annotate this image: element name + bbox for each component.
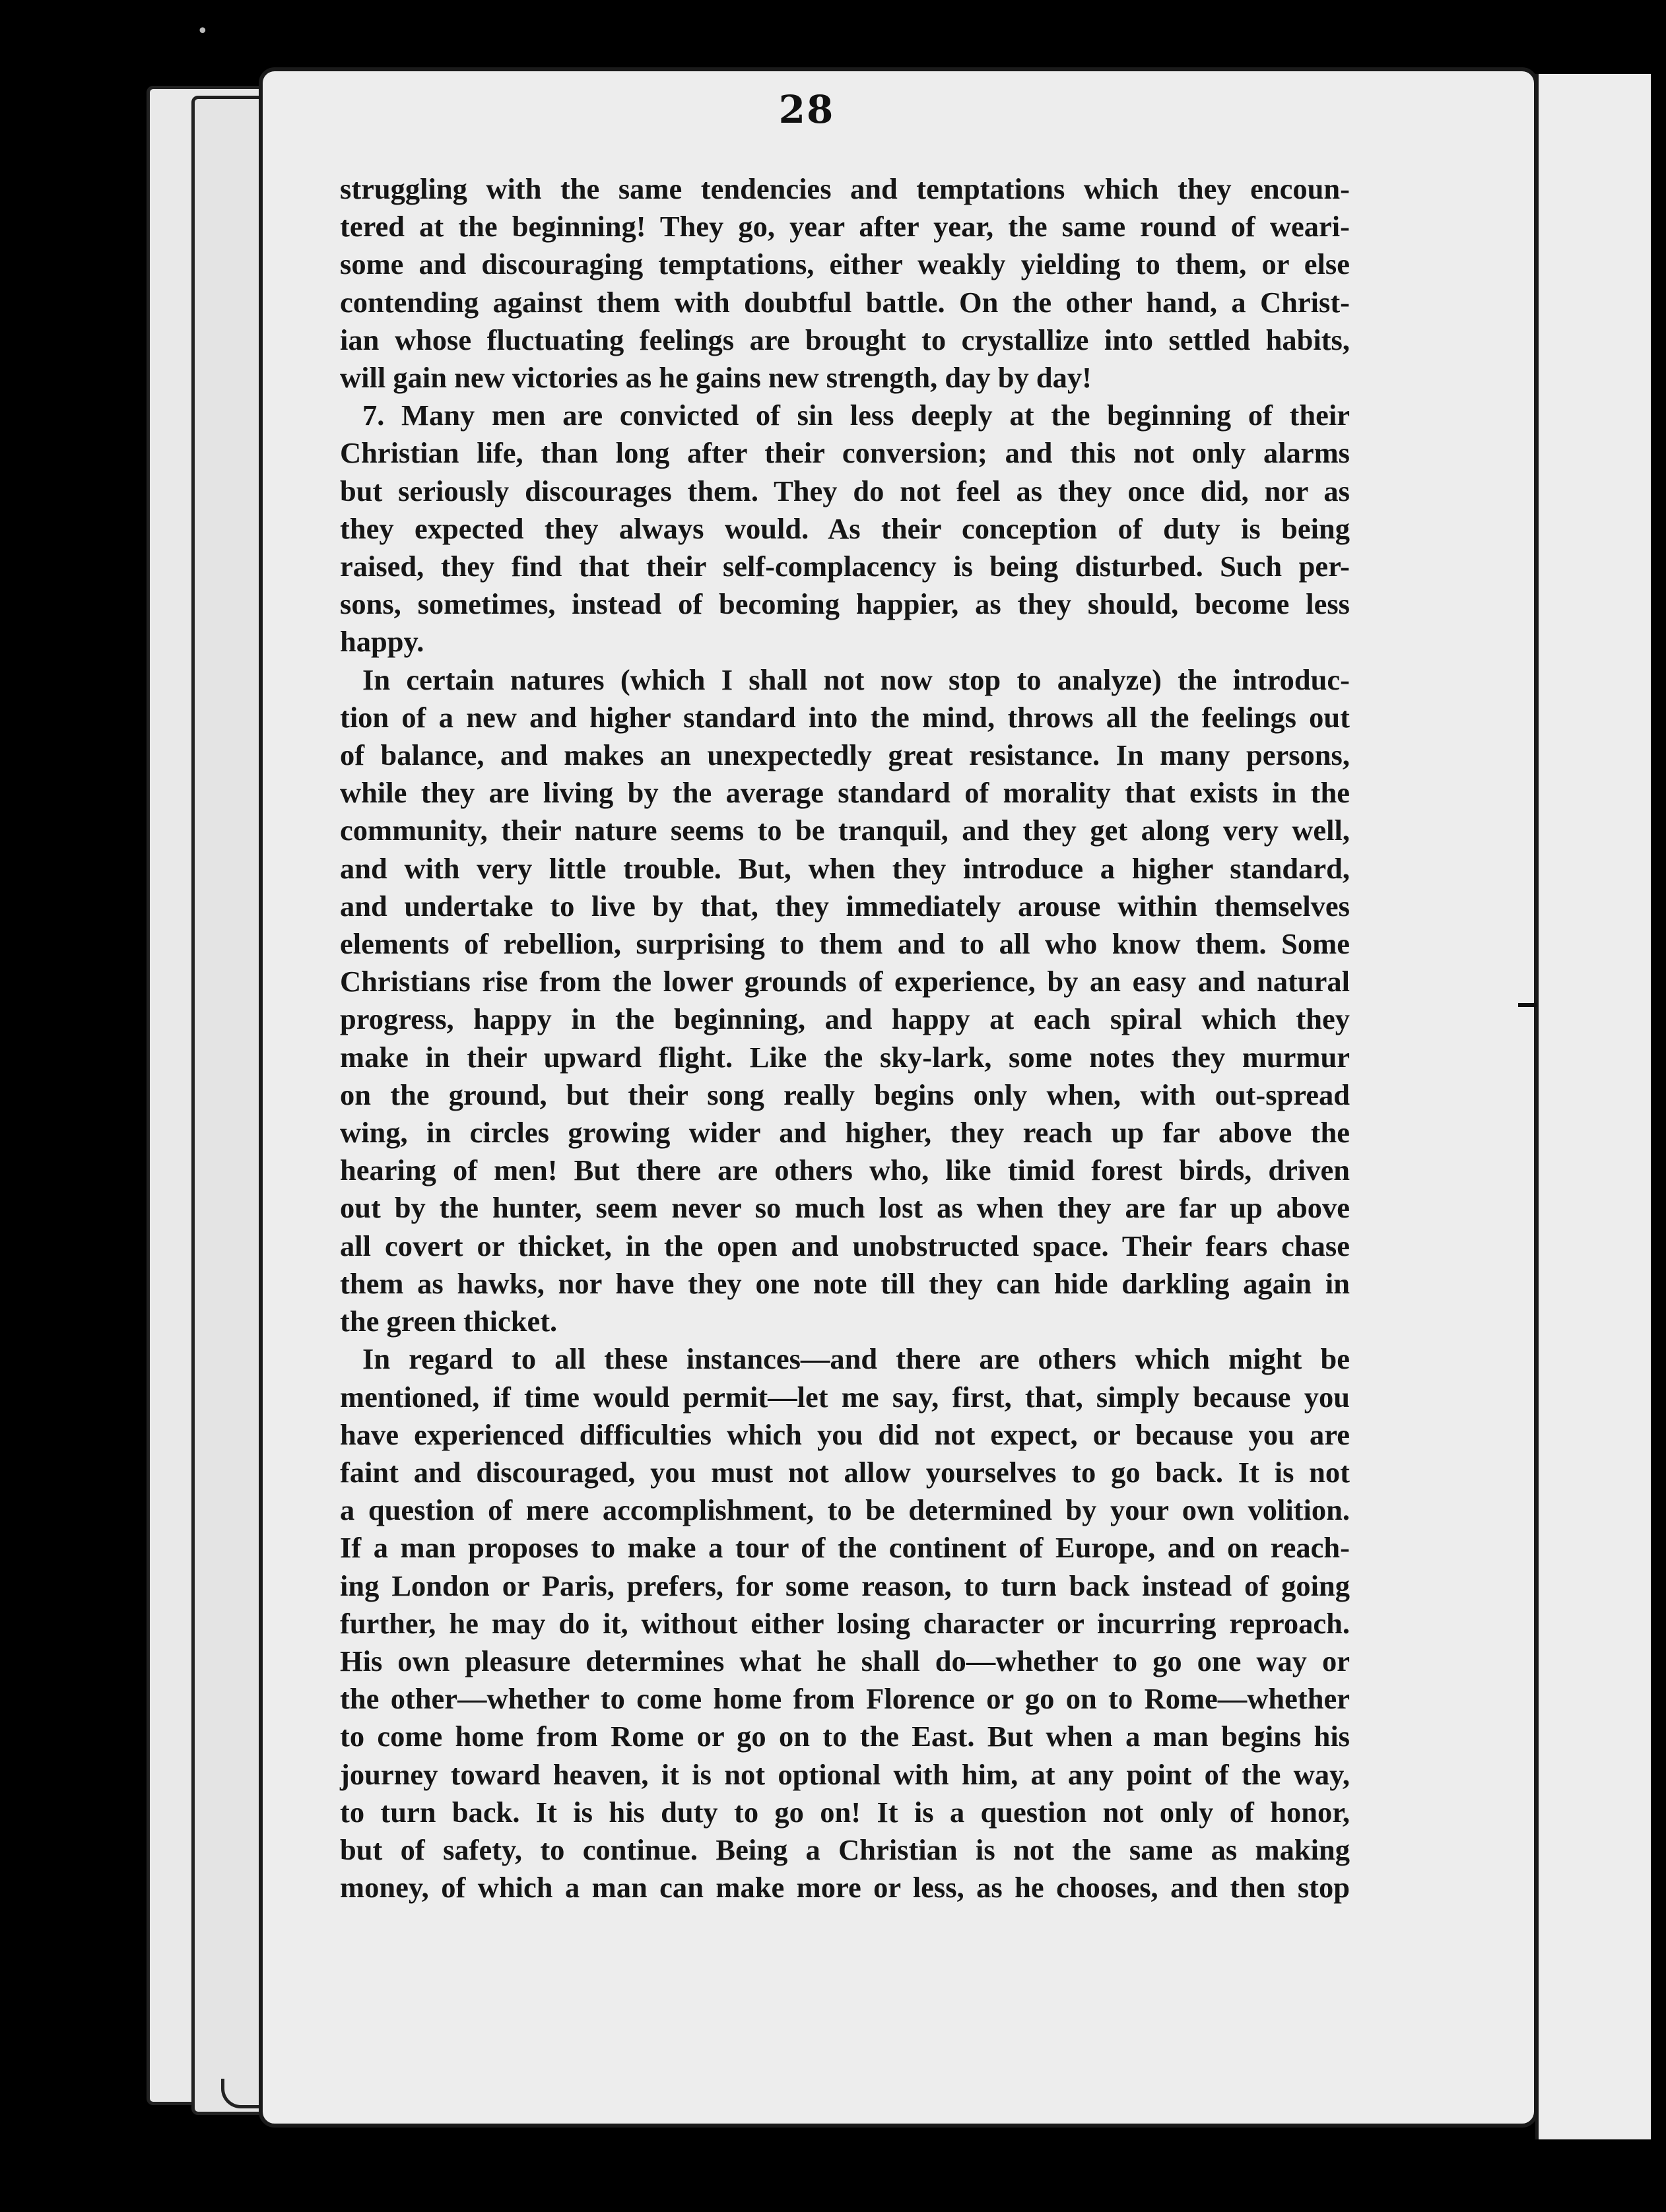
text-line: them as hawks, nor have they one note till they can hide darkling again in: [340, 1266, 1350, 1300]
text-line: struggling with the same tendencies and temptations which they encoun-: [340, 172, 1350, 205]
text-line: In certain natures (which I shall not now stop to analyze) the introduc-: [362, 663, 1350, 696]
text-line: His own pleasure determines what he shall do—whether to go one way or: [340, 1644, 1350, 1677]
text-line: wing, in circles growing wider and higher, they reach up far above the: [340, 1116, 1350, 1150]
text-line: some and discouraging temptations, either weakly yielding to them, or else: [340, 247, 1350, 281]
text-line: contending against them with doubtful battle. On the other hand, a Christ-: [340, 285, 1350, 319]
facing-page: [1535, 74, 1651, 2139]
text-line: have experienced difficulties which you did not expect, or because you are: [340, 1417, 1350, 1451]
paragraph: [340, 661, 1350, 1341]
text-line: Christian life, than long after their conversion; and this not only alarms: [340, 436, 1350, 470]
paragraph: [340, 397, 1350, 661]
text-line: but seriously discourages them. They do not feel as they once did, nor as: [340, 474, 1350, 507]
page-number: 28: [778, 87, 835, 132]
text-line: but of safety, to continue. Being a Christian is not the same as making: [340, 1833, 1350, 1866]
text-line: on the ground, but their song really begins only when, with out-spread: [340, 1078, 1350, 1111]
text-line: the green thicket.: [340, 1305, 558, 1338]
text-line: hearing of men! But there are others who, like timid forest birds, driven: [340, 1154, 1350, 1187]
text-line: a question of mere accomplishment, to be determined by your own volition.: [340, 1493, 1350, 1527]
text-line: to turn back. It is his duty to go on! It is a question not only of honor,: [340, 1795, 1350, 1829]
text-line: to come home from Rome or go on to the East. But when a man begins his: [340, 1720, 1350, 1753]
text-line: all covert or thicket, in the open and unobstructed space. Their fears chase: [340, 1229, 1350, 1262]
text-line: ian whose fluctuating feelings are brought to crystallize into settled habits,: [340, 323, 1350, 356]
text-line: progress, happy in the beginning, and happy at each spiral which they: [340, 1002, 1350, 1036]
text-line: ing London or Paris, prefers, for some reason, to turn back instead of going: [340, 1569, 1350, 1602]
text-line: Christians rise from the lower grounds of experience, by an easy and natural: [340, 965, 1350, 998]
paragraph: [340, 1340, 1350, 1906]
text-line: make in their upward flight. Like the sky-lark, some notes they murmur: [340, 1040, 1350, 1074]
text-line: will gain new victories as he gains new strength, day by day!: [340, 361, 1092, 395]
facing-page-mark: [1518, 1003, 1537, 1007]
text-line: further, he may do it, without either losing character or incurring reproach.: [340, 1606, 1350, 1640]
text-line: they expected they always would. As their conception of duty is being: [340, 511, 1350, 545]
text-line: In regard to all these instances—and there are others which might be: [362, 1342, 1350, 1376]
text-line: sons, sometimes, instead of becoming happier, as they should, become less: [340, 587, 1350, 621]
paragraph: [340, 170, 1350, 397]
text-line: elements of rebellion, surprising to them and to all who know them. Some: [340, 927, 1350, 961]
text-line: journey toward heaven, it is not optional with him, at any point of the way,: [340, 1757, 1350, 1791]
text-line: money, of which a man can make more or less, as he chooses, and then stop: [340, 1871, 1350, 1904]
text-line: If a man proposes to make a tour of the continent of Europe, and on reach-: [340, 1531, 1350, 1565]
text-line: and with very little trouble. But, when they introduce a higher standard,: [340, 851, 1350, 885]
text-line: happy.: [340, 625, 424, 659]
body-text: [340, 170, 1350, 1906]
text-line: mentioned, if time would permit—let me say, first, that, simply because you: [340, 1380, 1350, 1414]
text-line: while they are living by the average standard of morality that exists in the: [340, 776, 1350, 810]
text-line: tered at the beginning! They go, year after year, the same round of weari-: [340, 210, 1350, 244]
text-line: of balance, and makes an unexpectedly great resistance. In many persons,: [340, 738, 1350, 772]
text-line: the other—whether to come home from Florence or go on to Rome—whether: [340, 1682, 1350, 1716]
text-line: and undertake to live by that, they immediately arouse within themselves: [340, 889, 1350, 923]
text-line: tion of a new and higher standard into the mind, throws all the feelings out: [340, 700, 1350, 734]
text-line: out by the hunter, seem never so much lost as when they are far up above: [340, 1191, 1350, 1225]
text-line: raised, they find that their self-complacency is being disturbed. Such per-: [340, 550, 1350, 583]
text-line: 7. Many men are convicted of sin less deeply at the beginning of their: [362, 399, 1350, 432]
corner-mark: •: [197, 20, 209, 43]
text-line: community, their nature seems to be tranquil, and they get along very well,: [340, 814, 1350, 847]
text-line: faint and discouraged, you must not allow yourselves to go back. It is not: [340, 1455, 1350, 1489]
